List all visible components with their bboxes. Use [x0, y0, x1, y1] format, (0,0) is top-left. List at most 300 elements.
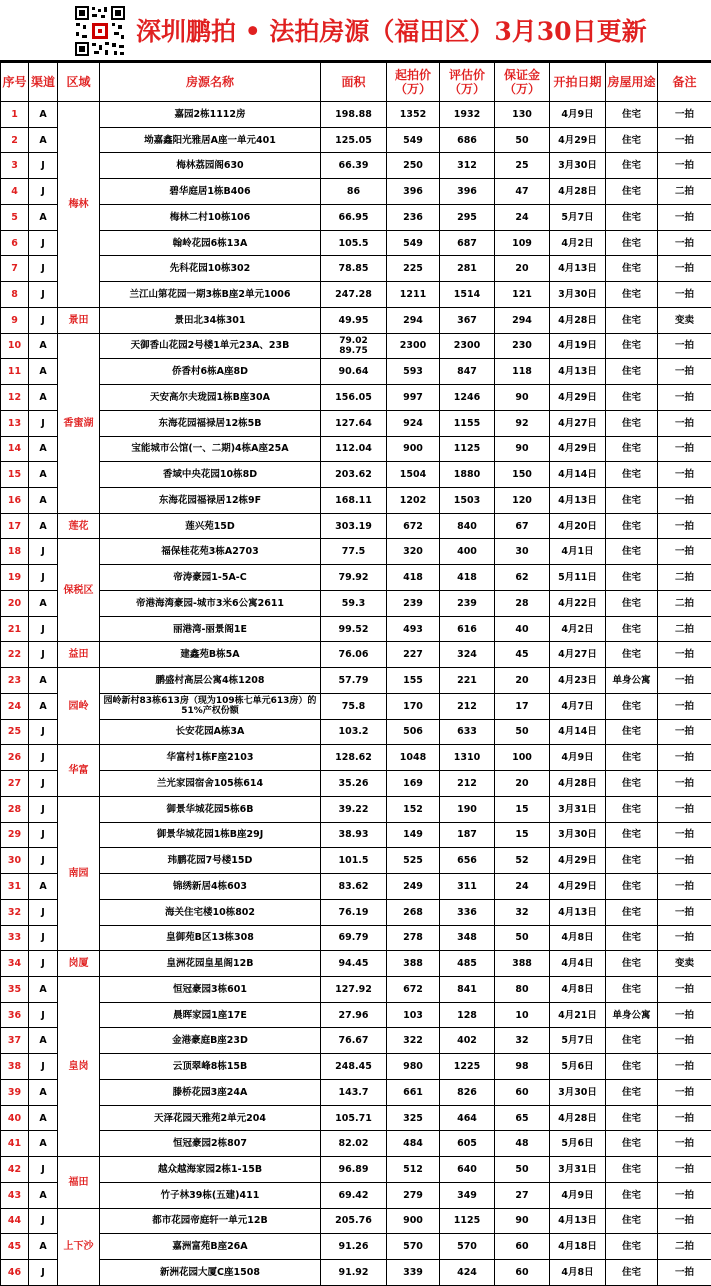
start-price-cell: 549 [387, 127, 440, 153]
estimate-price-cell: 324 [440, 642, 495, 668]
channel-cell: J [29, 1260, 58, 1286]
auction-date-cell: 4月9日 [550, 1182, 606, 1208]
note-cell: 二拍 [658, 1234, 711, 1260]
estimate-price-cell: 826 [440, 1079, 495, 1105]
deposit-cell: 150 [495, 462, 550, 488]
channel-cell: A [29, 1234, 58, 1260]
note-cell: 一拍 [658, 204, 711, 230]
row-number: 28 [1, 796, 29, 822]
table-row[interactable] [1, 951, 711, 977]
property-name-cell: 海关住宅楼10栋802 [100, 899, 321, 925]
table-row[interactable] [1, 874, 711, 900]
table-row[interactable] [1, 488, 711, 514]
table-row[interactable] [1, 899, 711, 925]
property-name-cell: 锦绣新居4栋603 [100, 874, 321, 900]
channel-cell: J [29, 256, 58, 282]
auction-date-cell: 4月13日 [550, 256, 606, 282]
deposit-cell: 45 [495, 642, 550, 668]
note-cell: 一拍 [658, 796, 711, 822]
auction-date-cell: 4月19日 [550, 333, 606, 359]
property-name-cell: 梅林荔园阁630 [100, 153, 321, 179]
deposit-cell: 50 [495, 925, 550, 951]
auction-date-cell: 5月7日 [550, 204, 606, 230]
channel-cell: A [29, 462, 58, 488]
auction-date-cell: 4月29日 [550, 127, 606, 153]
deposit-cell: 50 [495, 1157, 550, 1183]
property-name-cell: 天安高尔夫珑园1栋B座30A [100, 385, 321, 411]
row-number: 38 [1, 1054, 29, 1080]
size-cell: 198.88 [321, 102, 387, 128]
start-price-cell: 239 [387, 590, 440, 616]
usage-cell: 住宅 [606, 462, 658, 488]
row-number: 42 [1, 1157, 29, 1183]
usage-cell: 住宅 [606, 796, 658, 822]
row-number: 7 [1, 256, 29, 282]
start-price-cell: 249 [387, 874, 440, 900]
size-cell: 101.5 [321, 848, 387, 874]
note-cell: 一拍 [658, 668, 711, 694]
row-number: 45 [1, 1234, 29, 1260]
start-price-cell: 236 [387, 204, 440, 230]
usage-cell: 住宅 [606, 616, 658, 642]
property-name-cell: 恒冠豪园3栋601 [100, 976, 321, 1002]
usage-cell: 住宅 [606, 513, 658, 539]
property-name-cell: 东海花园福禄居12栋9F [100, 488, 321, 514]
row-number: 44 [1, 1208, 29, 1234]
deposit-cell: 47 [495, 179, 550, 205]
deposit-cell: 10 [495, 1002, 550, 1028]
table-row[interactable] [1, 436, 711, 462]
start-price-cell: 322 [387, 1028, 440, 1054]
note-cell: 一拍 [658, 410, 711, 436]
row-number: 6 [1, 230, 29, 256]
row-number: 25 [1, 719, 29, 745]
region-cell: 皇岗 [58, 976, 100, 1156]
usage-cell: 住宅 [606, 102, 658, 128]
deposit-cell: 90 [495, 436, 550, 462]
deposit-cell: 32 [495, 1028, 550, 1054]
deposit-cell: 130 [495, 102, 550, 128]
estimate-price-cell: 190 [440, 796, 495, 822]
auction-date-cell: 4月9日 [550, 102, 606, 128]
size-cell: 105.5 [321, 230, 387, 256]
header-deposit: 保证金（万） [495, 63, 550, 102]
auction-date-cell: 3月30日 [550, 822, 606, 848]
table-row[interactable] [1, 230, 711, 256]
estimate-price-cell: 570 [440, 1234, 495, 1260]
region-cell: 园岭 [58, 668, 100, 745]
estimate-price-cell: 281 [440, 256, 495, 282]
note-cell: 一拍 [658, 719, 711, 745]
size-cell: 91.92 [321, 1260, 387, 1286]
header-start: 起拍价（万） [387, 63, 440, 102]
start-price-cell: 593 [387, 359, 440, 385]
deposit-cell: 20 [495, 771, 550, 797]
usage-cell: 住宅 [606, 925, 658, 951]
deposit-cell: 24 [495, 874, 550, 900]
channel-cell: A [29, 513, 58, 539]
usage-cell: 住宅 [606, 1157, 658, 1183]
start-price-cell: 484 [387, 1131, 440, 1157]
table-row[interactable] [1, 539, 711, 565]
start-price-cell: 512 [387, 1157, 440, 1183]
table-row[interactable] [1, 1131, 711, 1157]
table-row[interactable] [1, 1157, 711, 1183]
estimate-price-cell: 633 [440, 719, 495, 745]
estimate-price-cell: 295 [440, 204, 495, 230]
note-cell: 二拍 [658, 179, 711, 205]
estimate-price-cell: 656 [440, 848, 495, 874]
table-row[interactable] [1, 385, 711, 411]
auction-date-cell: 4月2日 [550, 230, 606, 256]
channel-cell: A [29, 1105, 58, 1131]
estimate-price-cell: 1514 [440, 282, 495, 308]
table-row[interactable] [1, 1234, 711, 1260]
row-number: 21 [1, 616, 29, 642]
deposit-cell: 25 [495, 153, 550, 179]
table-row[interactable] [1, 513, 711, 539]
table-row[interactable] [1, 1105, 711, 1131]
channel-cell: A [29, 102, 58, 128]
size-cell: 69.42 [321, 1182, 387, 1208]
note-cell: 一拍 [658, 925, 711, 951]
property-name-cell: 嘉洲富苑B座26A [100, 1234, 321, 1260]
row-number: 10 [1, 333, 29, 359]
start-price-cell: 1352 [387, 102, 440, 128]
channel-cell: J [29, 179, 58, 205]
table-row[interactable] [1, 1054, 711, 1080]
usage-cell: 住宅 [606, 1079, 658, 1105]
table-row[interactable] [1, 642, 711, 668]
deposit-cell: 230 [495, 333, 550, 359]
table-row[interactable] [1, 668, 711, 694]
deposit-cell: 90 [495, 1208, 550, 1234]
table-header-row [1, 63, 711, 102]
size-cell: 96.89 [321, 1157, 387, 1183]
table-row[interactable] [1, 745, 711, 771]
usage-cell: 住宅 [606, 179, 658, 205]
row-number: 16 [1, 488, 29, 514]
row-number: 2 [1, 127, 29, 153]
property-name-cell: 先科花园10栋302 [100, 256, 321, 282]
row-number: 12 [1, 385, 29, 411]
channel-cell: J [29, 153, 58, 179]
property-name-cell: 建鑫苑B栋5A [100, 642, 321, 668]
channel-cell: J [29, 771, 58, 797]
table-row[interactable] [1, 693, 711, 719]
channel-cell: J [29, 539, 58, 565]
channel-cell: J [29, 899, 58, 925]
auction-date-cell: 5月6日 [550, 1054, 606, 1080]
note-cell: 一拍 [658, 874, 711, 900]
auction-date-cell: 4月18日 [550, 1234, 606, 1260]
size-cell: 86 [321, 179, 387, 205]
start-price-cell: 997 [387, 385, 440, 411]
property-name-cell: 福保桂花苑3栋A2703 [100, 539, 321, 565]
size-cell: 76.19 [321, 899, 387, 925]
deposit-cell: 388 [495, 951, 550, 977]
table-row[interactable] [1, 410, 711, 436]
region-cell: 岗厦 [58, 951, 100, 977]
property-name-cell: 金港豪庭B座23D [100, 1028, 321, 1054]
property-name-cell: 越众越海家园2栋1-15B [100, 1157, 321, 1183]
property-name-cell: 皇洲花园皇星阁12B [100, 951, 321, 977]
table-row[interactable] [1, 822, 711, 848]
auction-date-cell: 4月7日 [550, 693, 606, 719]
start-price-cell: 672 [387, 513, 440, 539]
property-name-cell: 翰岭花园6栋13A [100, 230, 321, 256]
channel-cell: J [29, 410, 58, 436]
table-row[interactable] [1, 359, 711, 385]
auction-date-cell: 4月13日 [550, 899, 606, 925]
table-row[interactable] [1, 102, 711, 128]
estimate-price-cell: 2300 [440, 333, 495, 359]
estimate-price-cell: 336 [440, 899, 495, 925]
note-cell: 一拍 [658, 1002, 711, 1028]
estimate-price-cell: 367 [440, 307, 495, 333]
estimate-price-cell: 239 [440, 590, 495, 616]
channel-cell: J [29, 796, 58, 822]
note-cell: 一拍 [658, 127, 711, 153]
region-cell: 保税区 [58, 539, 100, 642]
estimate-price-cell: 396 [440, 179, 495, 205]
size-cell: 203.62 [321, 462, 387, 488]
size-cell: 66.39 [321, 153, 387, 179]
note-cell: 一拍 [658, 102, 711, 128]
usage-cell: 住宅 [606, 539, 658, 565]
channel-cell: J [29, 230, 58, 256]
listing-table [0, 62, 711, 1286]
table-row[interactable] [1, 1208, 711, 1234]
property-name-cell: 园岭新村83栋613房（现为109栋七单元613房）的51%产权份额 [100, 693, 321, 719]
table-row[interactable] [1, 719, 711, 745]
start-price-cell: 268 [387, 899, 440, 925]
start-price-cell: 418 [387, 565, 440, 591]
start-price-cell: 320 [387, 539, 440, 565]
auction-date-cell: 3月31日 [550, 796, 606, 822]
start-price-cell: 152 [387, 796, 440, 822]
size-cell: 66.95 [321, 204, 387, 230]
table-row[interactable] [1, 976, 711, 1002]
auction-date-cell: 3月31日 [550, 1157, 606, 1183]
usage-cell: 住宅 [606, 976, 658, 1002]
deposit-cell: 60 [495, 1234, 550, 1260]
table-row[interactable] [1, 462, 711, 488]
start-price-cell: 279 [387, 1182, 440, 1208]
start-price-cell: 900 [387, 1208, 440, 1234]
usage-cell: 住宅 [606, 693, 658, 719]
property-name-cell: 兰江山第花园一期3栋B座2单元1006 [100, 282, 321, 308]
note-cell: 一拍 [658, 1260, 711, 1286]
region-cell: 莲花 [58, 513, 100, 539]
row-number: 15 [1, 462, 29, 488]
note-cell: 一拍 [658, 436, 711, 462]
region-cell: 福田 [58, 1157, 100, 1208]
auction-date-cell: 4月27日 [550, 642, 606, 668]
start-price-cell: 155 [387, 668, 440, 694]
usage-cell: 住宅 [606, 771, 658, 797]
channel-cell: A [29, 1131, 58, 1157]
usage-cell: 单身公寓 [606, 668, 658, 694]
row-number: 17 [1, 513, 29, 539]
row-number: 43 [1, 1182, 29, 1208]
channel-cell: A [29, 127, 58, 153]
size-cell: 27.96 [321, 1002, 387, 1028]
property-name-cell: 嘉园2栋1112房 [100, 102, 321, 128]
usage-cell: 住宅 [606, 565, 658, 591]
table-row[interactable] [1, 333, 711, 359]
usage-cell: 住宅 [606, 282, 658, 308]
auction-date-cell: 5月7日 [550, 1028, 606, 1054]
usage-cell: 住宅 [606, 1260, 658, 1286]
row-number: 24 [1, 693, 29, 719]
property-name-cell: 华富村1栋F座2103 [100, 745, 321, 771]
start-price-cell: 1202 [387, 488, 440, 514]
channel-cell: J [29, 642, 58, 668]
auction-date-cell: 4月22日 [550, 590, 606, 616]
deposit-cell: 40 [495, 616, 550, 642]
start-price-cell: 493 [387, 616, 440, 642]
start-price-cell: 1211 [387, 282, 440, 308]
auction-date-cell: 3月30日 [550, 1079, 606, 1105]
channel-cell: A [29, 1079, 58, 1105]
page-title: 深圳鹏拍 • 法拍房源（福田区）3月30日更新 [136, 12, 647, 48]
table-row[interactable] [1, 1260, 711, 1286]
start-price-cell: 2300 [387, 333, 440, 359]
table-row[interactable] [1, 848, 711, 874]
size-cell: 112.04 [321, 436, 387, 462]
channel-cell: A [29, 874, 58, 900]
auction-date-cell: 4月13日 [550, 359, 606, 385]
row-number: 32 [1, 899, 29, 925]
note-cell: 二拍 [658, 616, 711, 642]
start-price-cell: 396 [387, 179, 440, 205]
estimate-price-cell: 418 [440, 565, 495, 591]
deposit-cell: 60 [495, 1079, 550, 1105]
size-cell: 76.06 [321, 642, 387, 668]
row-number: 11 [1, 359, 29, 385]
deposit-cell: 67 [495, 513, 550, 539]
table-row[interactable] [1, 616, 711, 642]
table-row[interactable] [1, 1182, 711, 1208]
size-cell: 39.22 [321, 796, 387, 822]
auction-date-cell: 4月28日 [550, 771, 606, 797]
size-cell: 79.92 [321, 565, 387, 591]
note-cell: 一拍 [658, 513, 711, 539]
size-value-2: 89.75 [321, 346, 386, 356]
row-number: 23 [1, 668, 29, 694]
note-cell: 一拍 [658, 1054, 711, 1080]
region-cell: 华富 [58, 745, 100, 796]
property-name-cell: 竹子林39栋(五建)411 [100, 1182, 321, 1208]
table-row[interactable] [1, 127, 711, 153]
channel-cell: J [29, 1054, 58, 1080]
table-row[interactable] [1, 796, 711, 822]
usage-cell: 住宅 [606, 488, 658, 514]
note-cell: 一拍 [658, 1157, 711, 1183]
deposit-cell: 48 [495, 1131, 550, 1157]
usage-cell: 单身公寓 [606, 1002, 658, 1028]
table-row[interactable] [1, 925, 711, 951]
property-name-cell: 云顶翠峰8栋15B [100, 1054, 321, 1080]
property-name-cell: 御景华城花园1栋B座29J [100, 822, 321, 848]
property-name-cell: 东海花园福禄居12栋5B [100, 410, 321, 436]
channel-cell: J [29, 822, 58, 848]
table-row[interactable] [1, 565, 711, 591]
qr-code-icon[interactable] [74, 5, 126, 57]
table-row[interactable] [1, 256, 711, 282]
start-price-cell: 227 [387, 642, 440, 668]
estimate-price-cell: 847 [440, 359, 495, 385]
start-price-cell: 980 [387, 1054, 440, 1080]
channel-cell: A [29, 359, 58, 385]
table-row[interactable] [1, 1028, 711, 1054]
estimate-price-cell: 212 [440, 771, 495, 797]
table-row[interactable] [1, 771, 711, 797]
row-number: 22 [1, 642, 29, 668]
size-cell: 35.26 [321, 771, 387, 797]
region-cell: 景田 [58, 307, 100, 333]
table-row[interactable] [1, 282, 711, 308]
channel-cell: J [29, 745, 58, 771]
row-number: 19 [1, 565, 29, 591]
estimate-price-cell: 1125 [440, 436, 495, 462]
usage-cell: 住宅 [606, 333, 658, 359]
size-cell: 77.5 [321, 539, 387, 565]
note-cell: 一拍 [658, 153, 711, 179]
table-row[interactable] [1, 590, 711, 616]
header-area: 区域 [58, 63, 100, 102]
channel-cell: J [29, 719, 58, 745]
property-name-cell: 新洲花园大厦C座1508 [100, 1260, 321, 1286]
deposit-cell: 52 [495, 848, 550, 874]
deposit-cell: 20 [495, 668, 550, 694]
table-row[interactable] [1, 307, 711, 333]
estimate-price-cell: 1155 [440, 410, 495, 436]
auction-date-cell: 3月30日 [550, 153, 606, 179]
start-price-cell: 278 [387, 925, 440, 951]
table-row[interactable] [1, 1079, 711, 1105]
auction-date-cell: 5月6日 [550, 1131, 606, 1157]
deposit-cell: 30 [495, 539, 550, 565]
table-row[interactable] [1, 1002, 711, 1028]
usage-cell: 住宅 [606, 307, 658, 333]
note-cell: 一拍 [658, 333, 711, 359]
auction-date-cell: 4月8日 [550, 925, 606, 951]
usage-cell: 住宅 [606, 590, 658, 616]
start-price-cell: 339 [387, 1260, 440, 1286]
estimate-price-cell: 312 [440, 153, 495, 179]
auction-date-cell: 5月11日 [550, 565, 606, 591]
table-row[interactable] [1, 153, 711, 179]
usage-cell: 住宅 [606, 899, 658, 925]
table-body [1, 102, 711, 1286]
start-price-cell: 103 [387, 1002, 440, 1028]
start-price-cell: 661 [387, 1079, 440, 1105]
usage-cell: 住宅 [606, 642, 658, 668]
table-row[interactable] [1, 179, 711, 205]
channel-cell: A [29, 1182, 58, 1208]
table-row[interactable] [1, 204, 711, 230]
start-price-cell: 325 [387, 1105, 440, 1131]
auction-date-cell: 4月1日 [550, 539, 606, 565]
channel-cell: J [29, 1002, 58, 1028]
property-name-cell: 天御香山花园2号楼1单元23A、23B [100, 333, 321, 359]
note-cell: 二拍 [658, 590, 711, 616]
start-price-cell: 250 [387, 153, 440, 179]
estimate-price-cell: 1310 [440, 745, 495, 771]
deposit-cell: 118 [495, 359, 550, 385]
